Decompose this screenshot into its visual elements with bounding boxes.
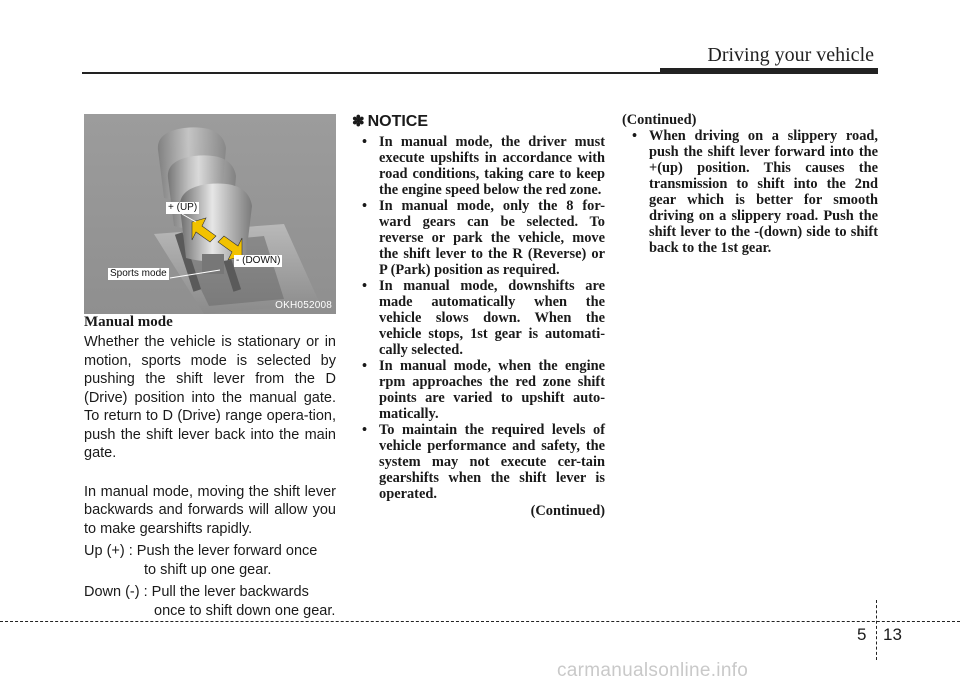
manual-mode-section [84,314,336,620]
list-item: • In manual mode, downshifts are made automatically when the vehicle slows down. When the vehicle stops, 1st gear is automati-cally selected. [352,278,605,358]
notice-star-icon: ✽ [352,113,365,130]
up-definition [84,542,336,579]
page-number: 13 [883,625,902,644]
continued-heading: (Continued) [622,112,697,128]
down-continuation: once to shift down one gear. [154,602,336,619]
notice-box [352,112,605,519]
header-rule [82,72,660,74]
shift-lever-drawing [84,114,336,314]
list-item: • In manual mode, when the engine rpm approaches the red zone shift points are varied to upshift auto-matically. [352,358,605,422]
header-rule-accent [660,68,878,74]
notice-title-text: NOTICE [367,113,429,130]
footer-rule [0,621,960,622]
shift-lever-illustration [84,114,336,314]
up-term: Up (+) : Push the lever forward once [84,543,318,559]
list-item: • In manual mode, only the 8 for-ward gears can be selected. To reverse or park the vehicle, move the shift lever to the R (Reverse) or P (Park) position as required. [352,198,605,278]
up-label: + (UP) [168,202,198,213]
list-item: • To maintain the required levels of vehicle performance and safety, the system may not execute cer-tain gearshifts when the shift lever is operated. [352,422,605,502]
watermark: carmanualsonline.info [557,660,749,681]
notice-list [352,134,605,502]
figure-code: OKH052008 [275,300,332,311]
continued-list [622,128,878,256]
page-header-title: Driving your vehicle [707,44,874,66]
section-number: 5 [857,625,867,644]
section-heading: Manual mode [84,314,173,330]
page-number-divider [876,600,878,660]
down-definition [84,583,336,620]
notice-continuation [622,112,878,256]
continued-marker: (Continued) [530,503,605,519]
sports-mode-label: Sports mode [110,268,167,279]
up-continuation: to shift up one gear. [144,561,272,578]
list-item: • When driving on a slippery road, push the shift lever forward into the +(up) position. This causes the transmission to shift into the 2nd gear which is better for smooth driving on a slippery road. Push the shift lever to the -(down) side to shift back to the 1st gear. [622,128,878,256]
down-label: - (DOWN) [236,255,281,266]
down-term: Down (-) : Pull the lever backwards [84,584,309,600]
notice-heading [352,112,605,131]
manual-mode-paragraph: Whether the vehicle is stationary or in motion, sports mode is selected by pushing the shift lever from the D (Drive) position into the manual gate. To return to D (Drive) range opera-tion, push the shift lever back into the main gate. [84,334,336,461]
gearshift-paragraph: In manual mode, moving the shift lever backwards and forwards will allow you to make gearshifts rapidly. [84,483,336,537]
list-item: • In manual mode, the driver must execute upshifts in accordance with road conditions, taking care to keep the engine speed below the red zone. [352,134,605,198]
